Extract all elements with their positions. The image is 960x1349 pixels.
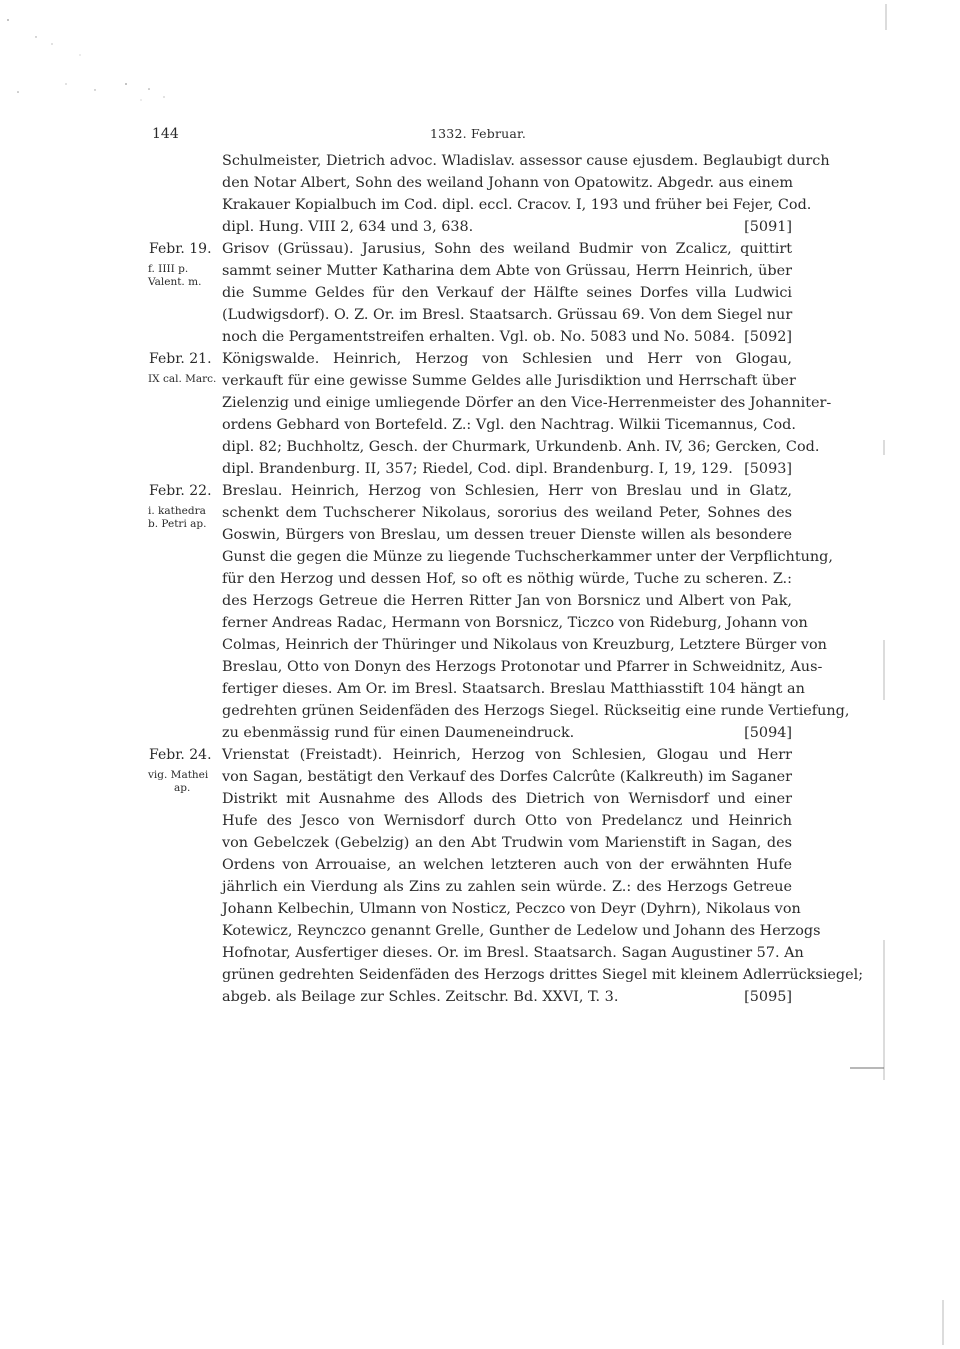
text-line-last xyxy=(222,216,792,238)
text-line: ferner Andreas Radac, Hermann von Borsnicz, Ticzco von Rideburg, Johann von xyxy=(222,615,808,631)
text-line-last xyxy=(222,458,792,480)
text-line: schenkt dem Tuchscherer Nikolaus, sororius des weiland Peter, Sohnes des xyxy=(222,505,792,521)
feast-note: b. Petri ap. xyxy=(148,518,207,530)
entry-reference: [5093] xyxy=(744,461,792,477)
entry-date: Febr. 19. xyxy=(149,241,212,257)
text-line: Gunst die gegen die Münze zu liegende Tuchscherkammer unter der Verpflichtung, xyxy=(222,549,833,565)
text-line: von Sagan, bestätigt den Verkauf des Dorfes Calcrûte (Kalkreuth) im Saganer xyxy=(222,769,792,785)
entry-reference: [5095] xyxy=(744,989,792,1005)
text-line: verkauft für eine gewisse Summe Geldes alle Jurisdiktion und Herrschaft über xyxy=(222,373,796,389)
running-head: 1332. Februar. xyxy=(430,126,527,141)
text-line: Vrienstat (Freistadt). Heinrich, Herzog von Schlesien, Glogau und Herr xyxy=(222,747,792,763)
text-line: (Ludwigsdorf). O. Z. Or. im Bresl. Staatsarch. Grüssau 69. Von dem Siegel nur xyxy=(222,307,793,323)
text-line: dipl. Brandenburg. II, 357; Riedel, Cod. dipl. Brandenburg. I, 19, 129. xyxy=(222,461,733,477)
page-number: 144 xyxy=(152,126,179,142)
text-line: Distrikt mit Ausnahme des Allods des Dietrich von Wernisdorf und einer xyxy=(222,791,792,807)
feast-note: Valent. m. xyxy=(148,276,202,288)
text-line: den Notar Albert, Sohn des weiland Johann von Opatowitz. Abgedr. aus einem xyxy=(222,175,794,191)
entry-reference: [5094] xyxy=(744,725,792,741)
entry-date: Febr. 24. xyxy=(149,747,212,763)
text-line: des Herzogs Getreue die Herren Ritter Jan von Borsnicz und Albert von Pak, xyxy=(222,593,792,609)
entry-date: Febr. 21. xyxy=(149,351,212,367)
text-line: von Gebelczek (Gebelzig) an den Abt Trudwin vom Marienstift in Sagan, des xyxy=(222,835,792,851)
text-line: für den Herzog und dessen Hof, so oft es nöthig würde, Tuche zu scheren. Z.: xyxy=(222,571,792,587)
text-line: die Summe Geldes für den Verkauf der Hälfte seines Dorfes villa Ludwici xyxy=(222,285,792,301)
text-line: grünen gedrehten Seidenfäden des Herzogs drittes Siegel mit kleinem Adlerrücksiegel; xyxy=(222,967,864,983)
text-line: Grisov (Grüssau). Jarusius, Sohn des weiland Budmir von Zcalicz, quittirt xyxy=(222,241,792,257)
text-line: jährlich ein Vierdung als Zins zu zahlen sein würde. Z.: des Herzogs Getreue xyxy=(222,879,792,895)
text-line: Schulmeister, Dietrich advoc. Wladislav. assessor cause ejusdem. Beglaubigt durch xyxy=(222,153,830,169)
text-line: Königswalde. Heinrich, Herzog von Schlesien und Herr von Glogau, xyxy=(222,351,792,367)
text-line: Ordens von Arrouaise, an welchen letzteren auch von der erwähnten Hufe xyxy=(222,857,792,873)
text-line: Breslau, Otto von Donyn des Herzogs Protonotar und Pfarrer in Schweidnitz, Aus- xyxy=(222,659,823,675)
text-line-last xyxy=(222,986,792,1008)
entry-reference: [5091] xyxy=(744,219,792,235)
text-line: Goswin, Bürgers von Breslau, um dessen treuer Dienste willen als besondere xyxy=(222,527,792,543)
text-line: Breslau. Heinrich, Herzog von Schlesien, Herr von Breslau und in Glatz, xyxy=(222,483,792,499)
feast-note: i. kathedra xyxy=(148,505,206,517)
text-line: Krakauer Kopialbuch im Cod. dipl. eccl. Cracov. I, 193 und früher bei Fejer, Cod. xyxy=(222,197,812,213)
feast-note: IX cal. Marc. xyxy=(148,373,217,385)
text-line: sammt seiner Mutter Katharina dem Abte von Grüssau, Herrn Heinrich, über xyxy=(222,263,792,279)
text-line: ordens Gebhard von Bortefeld. Z.: Vgl. den Nachtrag. Wilkii Ticemannus, Cod. xyxy=(222,417,796,433)
text-line: Johann Kelbechin, Ulmann von Nosticz, Peczco von Deyr (Dyhrn), Nikolaus von xyxy=(222,901,801,917)
text-line: fertiger dieses. Am Or. im Bresl. Staatsarch. Breslau Matthiasstift 104 hängt an xyxy=(222,681,805,697)
text-line: abgeb. als Beilage zur Schles. Zeitschr. Bd. XXVI, T. 3. xyxy=(222,989,619,1005)
text-line: noch die Pergamentstreifen erhalten. Vgl. ob. No. 5083 und No. 5084. xyxy=(222,329,735,345)
text-line: Kotewicz, Reynczco genannt Grelle, Gunther de Ledelow und Johann des Herzogs xyxy=(222,923,821,939)
feast-note: f. IIII p. xyxy=(148,263,189,275)
text-line-last xyxy=(222,326,792,348)
entry-reference: [5092] xyxy=(744,329,792,345)
text-line-last xyxy=(222,722,792,744)
text-line: gedrehten grünen Seidenfäden des Herzogs Siegel. Rückseitig eine runde Vertiefung, xyxy=(222,703,850,719)
feast-note: ap. xyxy=(174,782,191,794)
text-line: dipl. Hung. VIII 2, 634 und 3, 638. xyxy=(222,219,474,235)
entry-date: Febr. 22. xyxy=(149,483,212,499)
feast-note: vig. Mathei xyxy=(148,769,209,781)
text-line: dipl. 82; Buchholtz, Gesch. der Churmark, Urkundenb. Anh. IV, 36; Gercken, Cod. xyxy=(222,439,820,455)
text-line: Colmas, Heinrich der Thüringer und Nikolaus von Kreuzburg, Letztere Bürger von xyxy=(222,637,827,653)
text-line: Zielenzig und einige umliegende Dörfer an den Vice-Herrenmeister des Johanniter- xyxy=(222,395,832,411)
text-line: Hufe des Jesco von Wernisdorf durch Otto von Predelancz und Heinrich xyxy=(222,813,792,829)
text-line: Hofnotar, Ausfertiger dieses. Or. im Bresl. Staatsarch. Sagan Augustiner 57. An xyxy=(222,945,804,961)
text-line: zu ebenmässig rund für einen Daumeneindruck. xyxy=(222,725,575,741)
